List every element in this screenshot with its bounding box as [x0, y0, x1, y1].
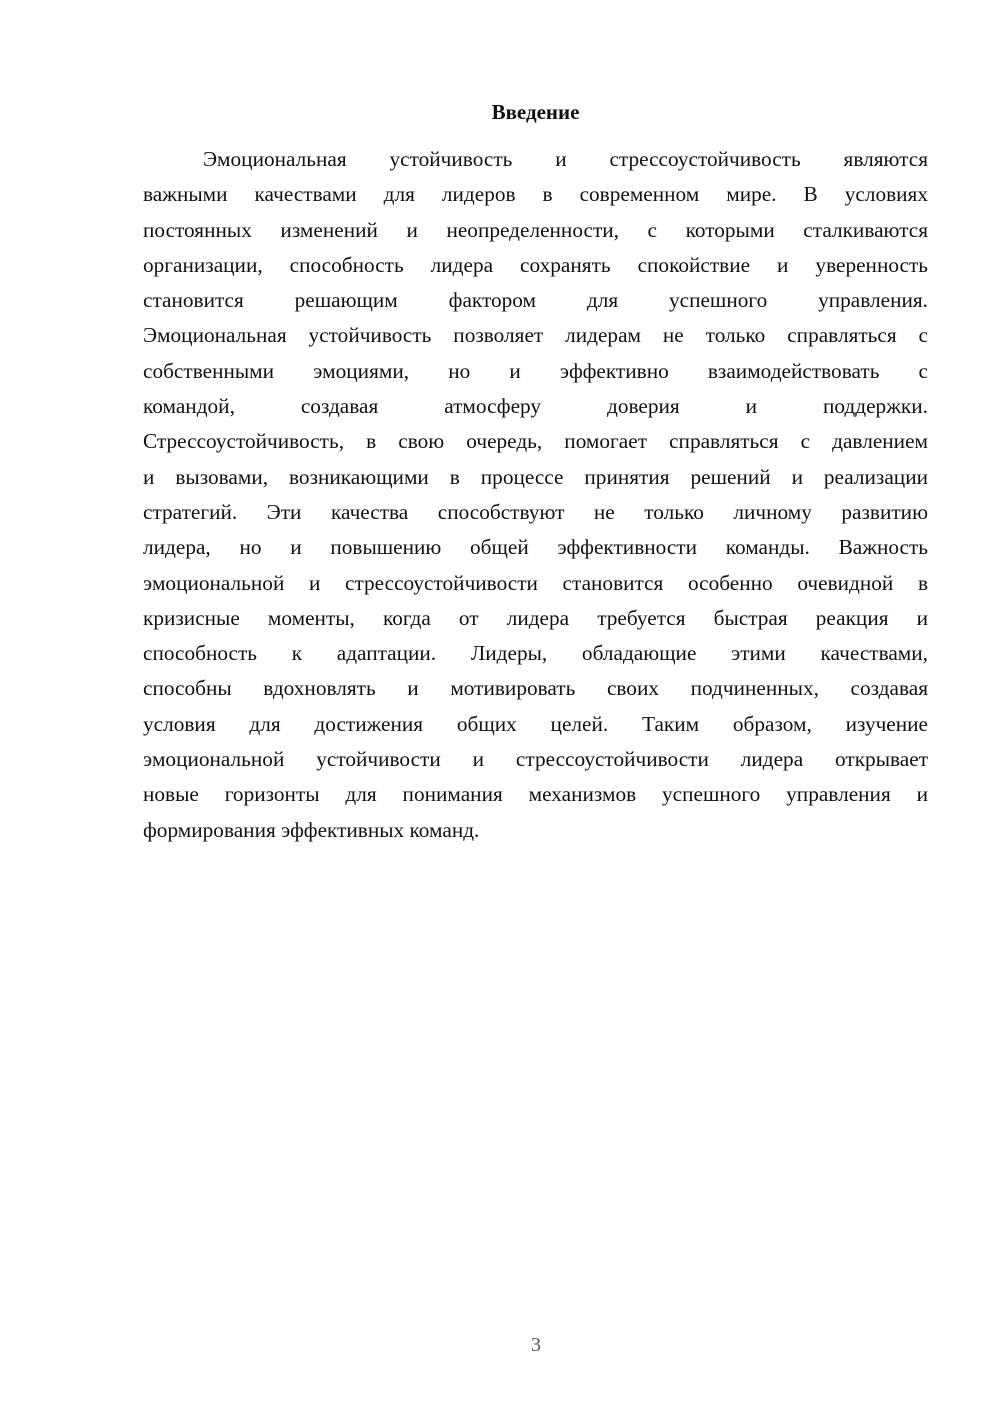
paragraph-line: организации, способность лидера сохранять спокойствие и уверенность	[143, 252, 928, 277]
paragraph-line: собственными эмоциями, но и эффективно взаимодействовать с	[143, 358, 928, 383]
section-heading: Введение	[491, 100, 580, 124]
paragraph-line: способны вдохновлять и мотивировать своих подчиненных, создавая	[143, 676, 928, 701]
paragraph-line: Эмоциональная устойчивость позволяет лидерам не только справляться с	[143, 323, 928, 348]
paragraph-line: новые горизонты для понимания механизмов успешного управления и	[143, 782, 928, 807]
paragraph-line: постоянных изменений и неопределенности, с которыми сталкиваются	[143, 217, 928, 242]
paragraph-line: и вызовами, возникающими в процессе принятия решений и реализации	[143, 464, 928, 489]
paragraph-line: лидера, но и повышению общей эффективности команды. Важность	[143, 535, 928, 560]
paragraph-line: кризисные моменты, когда от лидера требуется быстрая реакция и	[143, 605, 928, 630]
paragraph-line: Эмоциональная устойчивость и стрессоустойчивость являются	[203, 147, 928, 171]
paragraph-line: становится решающим фактором для успешного управления.	[143, 288, 928, 313]
paragraph-line: стратегий. Эти качества способствуют не только личному развитию	[143, 499, 928, 524]
paragraph-line: условия для достижения общих целей. Таким образом, изучение	[143, 711, 928, 736]
paragraph-line: эмоциональной устойчивости и стрессоустойчивости лидера открывает	[143, 747, 928, 772]
paragraph-line: важными качествами для лидеров в современном мире. В условиях	[143, 182, 928, 207]
paragraph-line: формирования эффективных команд.	[143, 817, 480, 842]
paragraph-line: способность к адаптации. Лидеры, обладающие этими качествами,	[143, 641, 928, 666]
paragraph-line: Стрессоустойчивость, в свою очередь, помогает справляться с давлением	[143, 429, 928, 454]
page-number: 3	[531, 1334, 541, 1356]
paragraph-line: эмоциональной и стрессоустойчивости становится особенно очевидной в	[143, 570, 928, 595]
paragraph-line: командой, создавая атмосферу доверия и поддержки.	[143, 394, 928, 419]
introduction-paragraph	[143, 142, 928, 848]
